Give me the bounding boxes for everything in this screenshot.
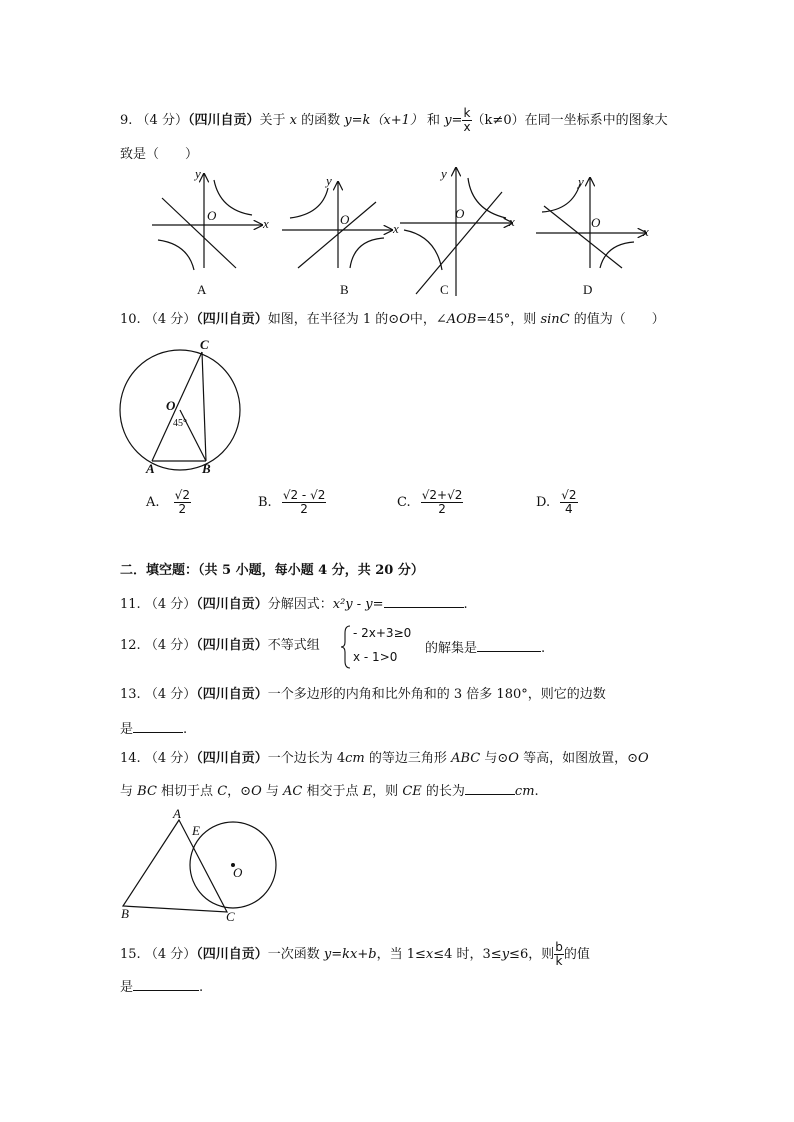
q12-line	[120, 637, 320, 655]
q14-end: .	[534, 784, 539, 799]
q14-text-d: 等高，如图放置，⊙	[523, 751, 638, 766]
q14-cm: cm	[345, 751, 365, 766]
q11-number: 11.	[120, 597, 141, 612]
graph-c-origin: O	[455, 206, 465, 221]
q14-score: （4 分）	[144, 751, 197, 766]
q10-label-a: A	[146, 461, 155, 476]
q11-text: 分解因式：	[267, 597, 333, 612]
q13-source: （四川自贡）	[196, 687, 268, 702]
q15-text-a: 一次函数	[267, 947, 320, 962]
q15-source: （四川自贡）	[196, 947, 268, 962]
q9-fraction	[462, 107, 471, 134]
graph-b-y-label: y	[326, 173, 332, 188]
q12-source: （四川自贡）	[196, 638, 268, 653]
q10-choice-a-label: A.	[146, 495, 160, 510]
q9-source: （四川自贡）	[187, 113, 260, 128]
q10-text-c: =45°，则	[476, 312, 537, 327]
graph-d-x-label: x	[643, 224, 649, 239]
q14-ac: AC	[283, 784, 303, 799]
q10-label-c: C	[200, 337, 209, 352]
q14-answer-blank[interactable]	[465, 780, 515, 795]
q10-choice-a-num: √2	[174, 488, 190, 502]
q14-text-c: 与⊙	[484, 751, 509, 766]
graph-d-origin: O	[591, 215, 601, 230]
q15-score: （4 分）	[144, 947, 197, 962]
q10-choice-c-num: √2+√2	[421, 488, 463, 502]
q15-line2-text: 是	[120, 980, 134, 995]
q9-option-b: B	[340, 282, 349, 297]
q14-o2: O	[637, 751, 649, 766]
q9-number: 9.	[120, 113, 133, 128]
q14-line2-f: ，则	[372, 784, 399, 799]
q13-number: 13.	[120, 687, 141, 702]
q14-label-e: E	[192, 823, 200, 838]
q14-abc: ABC	[451, 751, 481, 766]
q9-text-a: 关于	[259, 113, 286, 128]
q10-label-b: B	[202, 461, 211, 476]
q14-c: C	[217, 784, 228, 799]
q10-choice-d-num: √2	[561, 488, 577, 502]
q10-choice-d-frac	[560, 489, 577, 516]
q9-text-c: 和	[427, 113, 441, 128]
q15-fn: y=kx+b	[323, 947, 377, 962]
q12-ineq-1: - 2x+3≥0	[353, 626, 412, 640]
q10-choice-c-den: 2	[438, 502, 446, 516]
q14-line1	[120, 750, 649, 768]
q10-choice-a-frac	[174, 489, 191, 516]
q9-x: x	[289, 113, 297, 128]
q9-frac-den: x	[463, 120, 471, 134]
graph-c-y-label: y	[441, 166, 447, 181]
q12-number: 12.	[120, 638, 141, 653]
q14-line2-g: 的长为	[425, 784, 465, 799]
q10-choice-d-label: D.	[536, 495, 551, 510]
q10-score: （4 分）	[144, 312, 197, 327]
graph-c	[400, 168, 512, 296]
q9-fn1: y=k（x+1）	[344, 113, 423, 128]
q10-choice-d-den: 4	[565, 502, 573, 516]
q9-option-d: D	[583, 282, 593, 297]
q10-choice-c	[397, 484, 463, 522]
q14-line2-b: 相切于点	[161, 784, 214, 799]
graph-b-origin: O	[340, 212, 350, 227]
q14-source: （四川自贡）	[196, 751, 268, 766]
q10-number: 10.	[120, 312, 141, 327]
q9-frac-num: k	[463, 106, 471, 120]
q14-text-a: 一个边长为 4	[267, 751, 346, 766]
q14-text-b: 的等边三角形	[368, 751, 447, 766]
q10-choice-b-frac	[282, 489, 327, 516]
q10-figure	[118, 336, 248, 476]
q15-fraction	[554, 941, 564, 968]
q14-label-a: A	[173, 806, 181, 821]
q10-label-o: O	[166, 398, 176, 413]
q11-expr: x²y - y=	[332, 597, 384, 612]
q14-o: O	[508, 751, 519, 766]
q14-label-c: C	[226, 909, 235, 924]
q14-line2-d: 与	[265, 784, 279, 799]
q9-y-eq: y=	[444, 113, 463, 128]
graph-b	[282, 182, 392, 268]
q13-score: （4 分）	[144, 687, 197, 702]
q15-answer-blank[interactable]	[133, 976, 199, 991]
q10-choice-a	[146, 484, 191, 522]
q15-y: y	[501, 947, 510, 962]
q12-tail	[425, 637, 545, 658]
q15-frac-den: k	[555, 954, 563, 968]
q14-unit: cm	[514, 784, 535, 799]
q14-line2-c: ，⊙	[227, 784, 252, 799]
q14-figure	[115, 808, 285, 918]
q13-line1	[120, 686, 606, 704]
graph-b-x-label: x	[393, 221, 399, 236]
q14-line2-a: 与	[120, 784, 134, 799]
q14-label-b: B	[121, 906, 129, 921]
q12-end: .	[541, 641, 546, 656]
q10-choice-b-num: √2 - √2	[282, 488, 326, 502]
q10-source: （四川自贡）	[196, 312, 268, 327]
q15-text-d: ≤6，则	[509, 947, 555, 962]
q12-brace	[341, 625, 351, 669]
q13-line2-text: 是	[120, 722, 134, 737]
q11-score: （4 分）	[144, 597, 197, 612]
q15-number: 15.	[120, 947, 141, 962]
q14-label-o: O	[233, 865, 243, 880]
q15-text-c: ≤4 时，3≤	[433, 947, 502, 962]
q10-line1	[120, 311, 665, 329]
graph-a-origin: O	[207, 208, 217, 223]
q10-aob: AOB	[446, 312, 477, 327]
q9-line2: 致是（ ）	[120, 147, 199, 162]
q15-text-b: ，当 1≤	[376, 947, 426, 962]
section-2-heading: 二．填空题：（共 5 小题，每小题 4 分，共 20 分）	[120, 563, 424, 578]
graph-c-x-label: x	[509, 214, 515, 229]
graph-a-y-label: y	[195, 166, 201, 181]
q13-text: 一个多边形的内角和比外角和的 3 倍多 180°，则它的边数	[267, 687, 606, 702]
q9-condition: （k≠0）	[471, 113, 525, 128]
q12-tail-text: 的解集是	[425, 641, 478, 656]
q12-text: 不等式组	[267, 638, 320, 653]
q10-choice-d	[536, 484, 578, 522]
q15-end: .	[199, 980, 204, 995]
q11-line	[120, 593, 468, 614]
q15-line2	[120, 976, 203, 997]
q12-ineq-2: x - 1>0	[353, 650, 398, 664]
q12-answer-blank[interactable]	[477, 637, 541, 652]
q15-frac-num: b	[555, 940, 563, 954]
q10-label-angle: 45°	[173, 418, 187, 429]
q14-number: 14.	[120, 751, 141, 766]
q10-o: O	[399, 312, 410, 327]
q9-text-b: 的函数	[301, 113, 341, 128]
q9-text-d: 在同一坐标系中的图象大	[524, 113, 668, 128]
graph-a-x-label: x	[263, 216, 269, 231]
q14-e: E	[362, 784, 373, 799]
q14-line2	[120, 780, 539, 801]
q13-line2	[120, 718, 187, 739]
q11-source: （四川自贡）	[196, 597, 268, 612]
q10-text-b: 中，∠	[409, 312, 447, 327]
q15-x: x	[425, 947, 434, 962]
q11-answer-blank[interactable]	[384, 593, 464, 608]
q14-line2-e: 相交于点	[306, 784, 359, 799]
q10-text-d: 的值为（ ）	[573, 312, 665, 327]
q9-score: （4 分）	[136, 113, 188, 128]
q13-answer-blank[interactable]	[133, 718, 183, 733]
graph-d-y-label: y	[578, 174, 584, 189]
q15-text-e: 的值	[563, 947, 590, 962]
q9-option-c: C	[440, 282, 449, 297]
q11-end: .	[463, 597, 468, 612]
q10-choice-b-den: 2	[300, 502, 308, 516]
q9-option-a: A	[197, 282, 207, 297]
q12-score: （4 分）	[144, 638, 197, 653]
q14-ce: CE	[402, 784, 422, 799]
q15-line1	[120, 941, 590, 968]
q9-line1	[120, 107, 668, 134]
q10-choice-c-label: C.	[397, 495, 411, 510]
q10-sinc: sinC	[540, 312, 570, 327]
q10-choice-b	[258, 484, 326, 522]
q14-bc: BC	[137, 784, 157, 799]
q10-choice-b-label: B.	[258, 495, 272, 510]
q10-choice-a-den: 2	[178, 502, 187, 516]
q10-choice-c-frac	[421, 489, 464, 516]
q10-text-a: 如图，在半径为 1 的⊙	[267, 312, 400, 327]
q14-o3: O	[251, 784, 262, 799]
q13-end: .	[183, 722, 188, 737]
